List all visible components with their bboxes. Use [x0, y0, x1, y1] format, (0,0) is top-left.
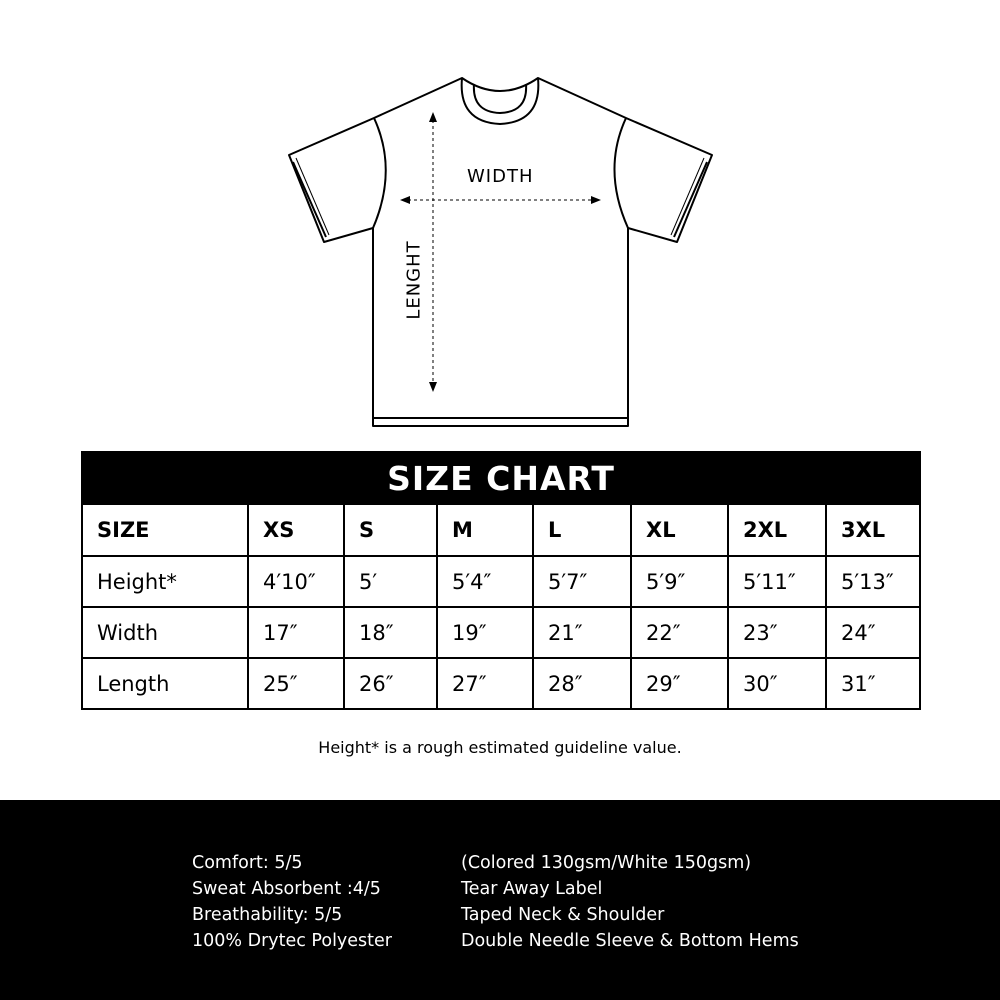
header-cell: M [437, 504, 533, 556]
row-label: Length [82, 658, 248, 709]
table-cell: 27″ [437, 658, 533, 709]
header-cell: SIZE [82, 504, 248, 556]
table-cell: 26″ [344, 658, 437, 709]
feature-item: Sweat Absorbent :4/5 [192, 879, 381, 899]
size-chart-table [81, 451, 921, 710]
table-row-width [82, 607, 920, 658]
table-cell: 5′4″ [437, 556, 533, 607]
arrow-right-icon [591, 196, 601, 204]
table-cell: 24″ [826, 607, 920, 658]
tshirt-illustration [0, 0, 1000, 440]
tshirt-armhole-right [614, 118, 628, 228]
tshirt-outline [289, 78, 712, 426]
header-cell: 3XL [826, 504, 920, 556]
table-cell: 17″ [248, 607, 344, 658]
table-cell: 19″ [437, 607, 533, 658]
height-footnote: Height* is a rough estimated guideline value. [318, 738, 682, 757]
features-list-left [192, 850, 392, 954]
table-cell: 31″ [826, 658, 920, 709]
table-cell: 23″ [728, 607, 826, 658]
table-cell: 28″ [533, 658, 631, 709]
size-chart-title-row [82, 452, 920, 504]
table-cell: 22″ [631, 607, 728, 658]
row-label: Height* [82, 556, 248, 607]
table-cell: 30″ [728, 658, 826, 709]
tshirt-diagram [0, 0, 1000, 440]
header-cell: XL [631, 504, 728, 556]
feature-item: Taped Neck & Shoulder [461, 905, 665, 925]
feature-item: Double Needle Sleeve & Bottom Hems [461, 931, 799, 951]
features-list-right [461, 850, 799, 954]
feature-item: Comfort: 5/5 [192, 853, 303, 873]
width-label: WIDTH [467, 166, 534, 187]
header-cell: XS [248, 504, 344, 556]
table-cell: 25″ [248, 658, 344, 709]
table-cell: 18″ [344, 607, 437, 658]
table-cell: 29″ [631, 658, 728, 709]
arrow-down-icon [429, 382, 437, 392]
table-cell: 21″ [533, 607, 631, 658]
header-cell: L [533, 504, 631, 556]
feature-item: Tear Away Label [461, 879, 603, 899]
tshirt-armhole-left [373, 118, 386, 228]
header-cell: S [344, 504, 437, 556]
feature-item: (Colored 130gsm/White 150gsm) [461, 853, 752, 873]
table-cell: 5′13″ [826, 556, 920, 607]
product-features-footer [0, 800, 1000, 1000]
size-header-row [82, 504, 920, 556]
arrow-up-icon [429, 112, 437, 122]
table-row-height [82, 556, 920, 607]
table-cell: 5′9″ [631, 556, 728, 607]
feature-item: Breathability: 5/5 [192, 905, 343, 925]
header-cell: 2XL [728, 504, 826, 556]
table-cell: 4′10″ [248, 556, 344, 607]
arrow-left-icon [400, 196, 410, 204]
length-label: LENGHT [403, 240, 425, 320]
table-cell: 5′7″ [533, 556, 631, 607]
table-row-length [82, 658, 920, 709]
feature-item: 100% Drytec Polyester [192, 931, 392, 951]
table-cell: 5′11″ [728, 556, 826, 607]
row-label: Width [82, 607, 248, 658]
size-chart-title: SIZE CHART [82, 452, 920, 504]
table-cell: 5′ [344, 556, 437, 607]
